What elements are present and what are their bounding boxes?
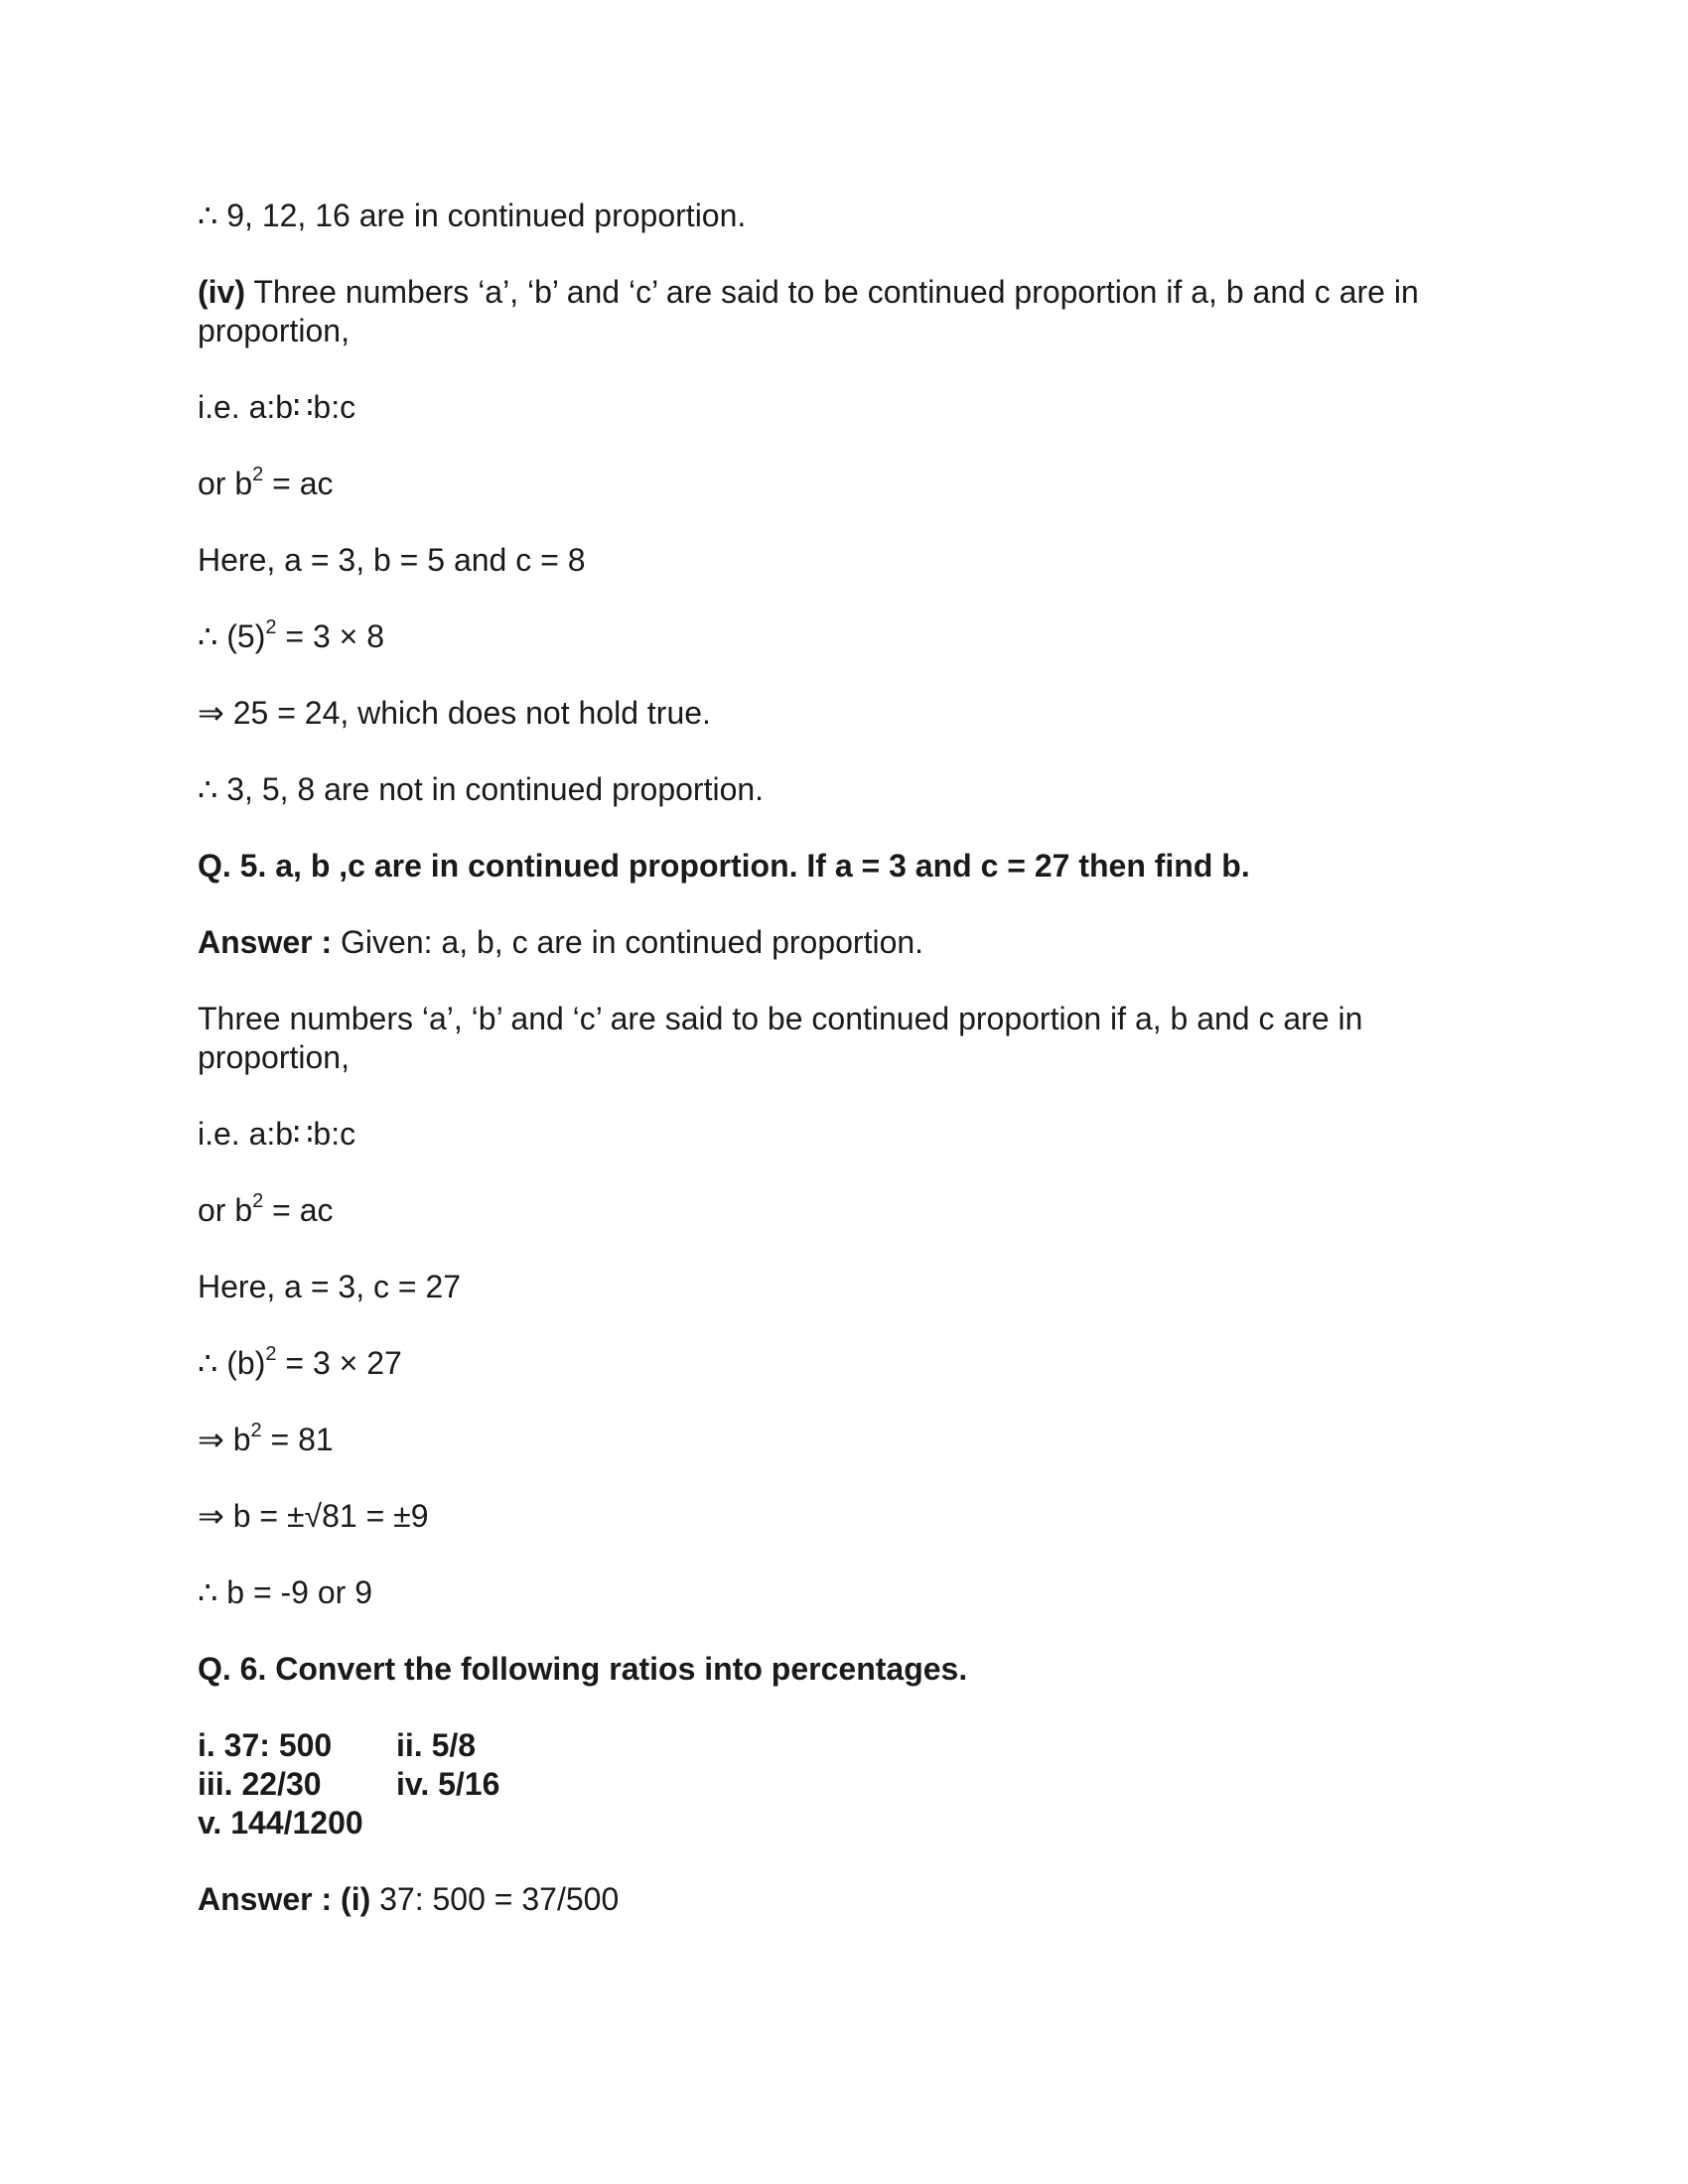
answer-label: Answer : <box>198 924 333 960</box>
list-item: i. 37: 500 <box>198 1727 333 1763</box>
text-line <box>198 1268 1508 1306</box>
list-row <box>198 1726 1508 1765</box>
text-line <box>198 197 1508 235</box>
text-line: or $b^2$ = ac <box>198 1190 334 1228</box>
conclusion-line: ∴ b = -9 or 9 <box>198 1574 372 1610</box>
question-6-text: Q. 6. Convert the following ratios into percentages. <box>198 1651 968 1687</box>
part-label-iv: (iv) <box>198 274 245 310</box>
answer-label: Answer : (i) <box>198 1881 371 1917</box>
list-item: v. 144/1200 <box>198 1805 363 1841</box>
values-line: Here, a = 3, b = 5 and c = 8 <box>198 542 586 578</box>
text-line <box>198 770 1508 809</box>
text-paragraph <box>198 273 1508 350</box>
text-line: ⇒ b = ±√81 = ±9 <box>198 1498 429 1534</box>
exponent: 2 <box>250 1420 262 1442</box>
question-5 <box>198 847 1508 886</box>
proportion-notation: i.e. a:b∷b:c <box>198 389 356 425</box>
text-line <box>198 541 1508 580</box>
definition-text: Three numbers ‘a’, ‘b’ and ‘c’ are said to be continued proportion if a, b and c are in proportion, <box>198 274 1419 348</box>
text-line <box>198 388 1508 427</box>
list-item: iv. 5/16 <box>396 1766 500 1802</box>
question-5-text: Q. 5. a, b ,c are in continued proportion. If a = 3 and c = 27 then find b. <box>198 848 1250 884</box>
list-row <box>198 1765 1508 1804</box>
text-line <box>198 1573 1508 1612</box>
definition-text: Three numbers ‘a’, ‘b’ and ‘c’ are said to be continued proportion if a, b and c are in proportion, <box>198 1001 1363 1075</box>
list-row <box>198 1804 1508 1843</box>
conclusion-line: ∴ 3, 5, 8 are not in continued proportion. <box>198 771 765 807</box>
list-item: iii. 22/30 <box>198 1766 322 1802</box>
list-item: ii. 5/8 <box>396 1727 477 1763</box>
line-therefore-9-12-16: ∴ 9, 12, 16 are in continued proportion. <box>198 198 747 233</box>
document-page <box>198 197 1508 1957</box>
values-line: Here, a = 3, c = 27 <box>198 1269 462 1304</box>
answer-5: Answer : Given: a, b, c are in continued proportion. <box>198 924 924 960</box>
exponent: 2 <box>252 1190 264 1213</box>
exponent: 2 <box>265 616 277 639</box>
answer-6: Answer : (i) 37: 500 = 37/500 <box>198 1881 620 1917</box>
text-line: ⇒ 25 = 24, which does not hold true. <box>198 695 711 731</box>
text-line <box>198 1115 1508 1154</box>
exponent: 2 <box>252 464 264 486</box>
text-line: ∴ $(b)^2 = 3 \times 27$ <box>198 1343 402 1381</box>
proportion-notation: i.e. a:b∷b:c <box>198 1116 356 1152</box>
text-line: ⇒ $b^2 = 81$ <box>198 1420 334 1457</box>
ratio-list <box>198 1726 1508 1843</box>
exponent: 2 <box>265 1343 277 1366</box>
question-6 <box>198 1650 1508 1689</box>
text-line: or $b^2$ = ac <box>198 464 334 501</box>
text-line: ∴ $(5)^2 = 3 \times 8$ <box>198 616 385 654</box>
text-paragraph <box>198 1000 1508 1077</box>
